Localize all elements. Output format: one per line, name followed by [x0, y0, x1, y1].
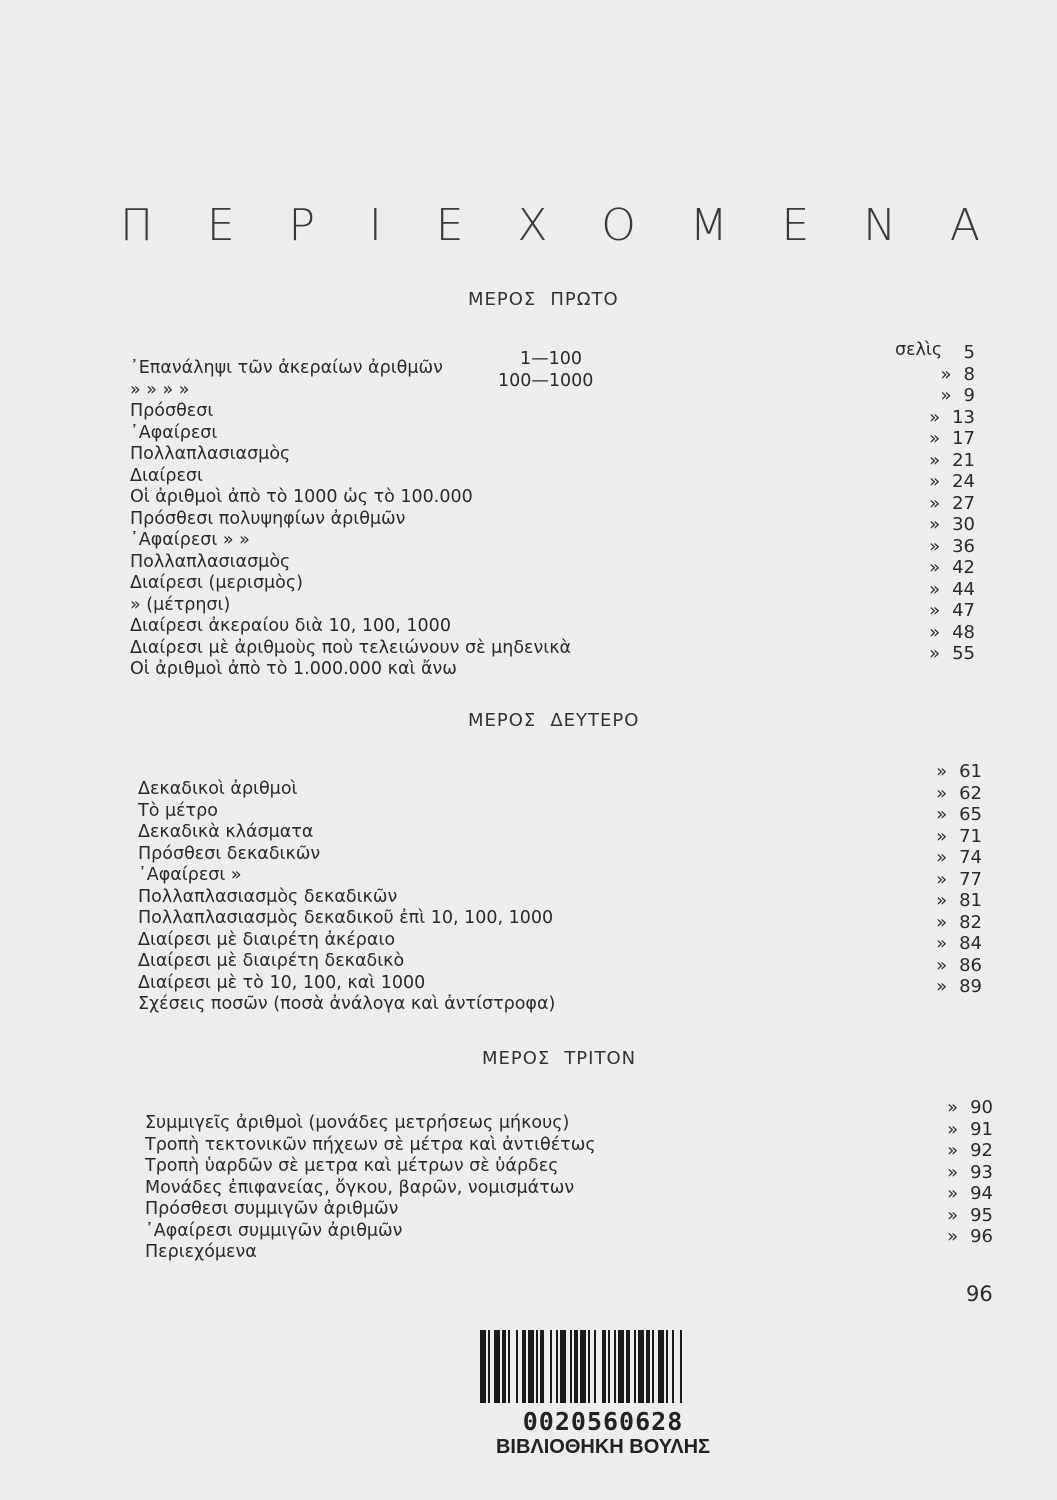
title-letter: Ε	[781, 200, 810, 251]
page-ref-number: 62	[959, 782, 982, 804]
part-two-word-b: ΔΕΥΤΕΡΟ	[550, 710, 640, 731]
toc-entry: ᾿Επανάληψι τῶν ἀκεραίων ἀριθμῶν	[130, 358, 443, 378]
page-ref	[929, 643, 975, 665]
page-ref	[936, 826, 982, 848]
toc-entry: Τὸ μέτρο	[138, 800, 218, 821]
page-ref-number: 13	[952, 406, 975, 428]
part-one-heading	[468, 289, 619, 310]
ditto-mark: »	[929, 492, 941, 514]
ditto-mark: »	[936, 868, 948, 890]
page-ref	[947, 1226, 993, 1248]
ditto-mark: »	[929, 557, 941, 578]
ditto-mark: »	[929, 406, 941, 428]
ditto-mark: »	[936, 911, 948, 933]
barcode-bar	[560, 1330, 566, 1403]
toc-entry: Δεκαδικοὶ ἀριθμοὶ	[138, 779, 298, 799]
page-ref	[929, 579, 975, 601]
page-ref-number: 48	[952, 621, 975, 643]
page-ref-number: 95	[970, 1204, 993, 1226]
page-ref-number: 90	[970, 1097, 993, 1118]
barcode-bar	[646, 1330, 650, 1403]
barcode-bar	[488, 1330, 490, 1403]
page-ref	[929, 428, 975, 450]
page-ref	[936, 847, 982, 869]
page-ref-number: 27	[952, 492, 975, 514]
page-ref-number: 30	[952, 514, 975, 535]
ditto-mark: »	[929, 428, 941, 449]
page-ref	[936, 912, 982, 934]
page-ref-number: 65	[959, 804, 982, 825]
barcode-bar	[540, 1330, 544, 1403]
range-1: 1—100	[520, 349, 583, 369]
toc-entry: Διαίρεσι μὲ διαιρέτη ἀκέραιο	[138, 929, 396, 950]
toc-entry: Οἱ ἀριθμοὶ ἀπὸ τὸ 1000 ὡς τὸ 100.000	[130, 487, 473, 507]
toc-entry: Μονάδες ἐπιφανείας, ὄγκου, βαρῶν, νομισμάτων	[145, 1177, 575, 1198]
page-ref	[929, 493, 975, 515]
page-ref	[936, 890, 982, 912]
toc-entry: Σχέσεις ποσῶν (ποσὰ ἀνάλογα καὶ ἀντίστροφα)	[138, 994, 556, 1014]
toc-entry: ᾿Αφαίρεσι » »	[130, 530, 250, 550]
ditto-mark: »	[947, 1183, 959, 1204]
title-letter: Ρ	[288, 200, 316, 251]
title-letter: Χ	[517, 200, 548, 251]
barcode-bar	[658, 1330, 664, 1403]
ditto-mark: »	[936, 804, 948, 825]
page-ref-number: 81	[959, 890, 982, 911]
page-ref-number: 84	[959, 933, 982, 954]
part-three-entries	[145, 1113, 596, 1264]
toc-entry: Διαίρεσι μὲ διαιρέτη δεκαδικὸ	[138, 951, 405, 971]
part-three-word-b: ΤΡΙΤΟΝ	[564, 1048, 637, 1069]
barcode-bar	[516, 1330, 518, 1403]
page-ref	[929, 536, 975, 558]
part-two-pages	[936, 761, 982, 998]
page-ref-number: 55	[952, 643, 975, 664]
ditto-mark: »	[936, 825, 948, 847]
page-ref-number: 36	[952, 535, 975, 557]
part-two-heading	[468, 710, 639, 731]
page-ref	[929, 407, 975, 429]
part-one-word-a: ΜΕΡΟΣ	[468, 289, 537, 310]
barcode-bar	[494, 1330, 500, 1403]
toc-entry: Πρόσθεσι	[130, 401, 214, 421]
barcode-bar	[666, 1330, 668, 1403]
page-ref-number: 44	[952, 578, 975, 600]
toc-entry: Διαίρεσι ἀκεραίου διὰ 10, 100, 1000	[130, 616, 451, 636]
title-letter: Π	[120, 200, 154, 251]
barcode-bar	[574, 1330, 578, 1403]
page-ref	[929, 514, 975, 536]
barcode-bar	[626, 1330, 630, 1403]
library-barcode	[478, 1330, 728, 1459]
barcode-bar	[638, 1330, 644, 1403]
toc-entry: » » » »	[130, 379, 190, 400]
page-ref-number: 71	[959, 825, 982, 847]
part-three-pages	[947, 1097, 993, 1248]
page-label: σελὶς	[895, 340, 943, 360]
toc-entry: Διαίρεσι (μερισμὸς)	[130, 573, 303, 593]
toc-entry: Πρόσθεσι πολυψηφίων ἀριθμῶν	[130, 508, 406, 529]
toc-entry: Οἱ ἀριθμοὶ ἀπὸ τὸ 1.000.000 καὶ ἄνω	[130, 659, 457, 679]
ditto-mark: »	[929, 535, 941, 557]
part-one-word-b: ΠΡΩΤΟ	[550, 289, 619, 310]
ditto-mark: »	[940, 385, 952, 406]
page-ref	[929, 471, 975, 493]
barcode-bar	[614, 1330, 616, 1403]
page-ref-number: 86	[959, 954, 982, 976]
ditto-mark: »	[929, 600, 941, 621]
title-letter: Ν	[863, 200, 897, 251]
page-ref-number: 9	[963, 385, 975, 406]
barcode-bar	[502, 1330, 506, 1403]
barcode-bar	[680, 1330, 682, 1403]
page-title	[120, 200, 980, 251]
toc-entry: ᾿Αφαίρεσι	[130, 422, 218, 443]
barcode-bar	[508, 1330, 510, 1403]
page-ref-number: 77	[959, 868, 982, 890]
page-ref	[936, 804, 982, 826]
page-ref	[947, 1205, 993, 1227]
page-ref-number: 21	[952, 449, 975, 471]
toc-entry: Συμμιγεῖς ἀριθμοὶ (μονάδες μετρήσεως μήκους)	[145, 1113, 570, 1133]
title-letter: Ο	[601, 200, 636, 251]
toc-entry: Τροπὴ τεκτονικῶν πήχεων σὲ μέτρα καὶ ἀντιθέτως	[145, 1134, 596, 1155]
part-two-word-a: ΜΕΡΟΣ	[468, 710, 537, 731]
barcode-bar	[522, 1330, 526, 1403]
barcode-bar	[480, 1330, 486, 1403]
barcode-bar	[528, 1330, 534, 1403]
toc-entry: Διαίρεσι μὲ ἀριθμοὺς ποὺ τελειώνουν σὲ μηδενικὰ	[130, 637, 572, 658]
ditto-mark: »	[936, 761, 948, 782]
barcode-bar	[536, 1330, 538, 1403]
barcode-bar	[602, 1330, 606, 1403]
page-ref	[936, 869, 982, 891]
page-ref-number: 74	[959, 847, 982, 868]
part-three-heading	[482, 1048, 636, 1069]
ditto-mark: »	[947, 1097, 959, 1118]
ditto-mark: »	[947, 1140, 959, 1161]
toc-entry: Περιεχόμενα	[145, 1242, 257, 1262]
barcode-bar	[550, 1330, 552, 1403]
page-ref-number: 91	[970, 1118, 993, 1140]
barcode-bar	[634, 1330, 636, 1403]
title-letter: Ε	[206, 200, 235, 251]
ditto-mark: »	[936, 976, 948, 997]
page-ref	[936, 976, 982, 998]
part-one-pages	[929, 342, 975, 665]
toc-entry: » (μέτρησι)	[130, 594, 231, 615]
toc-entry: Πρόσθεσι δεκαδικῶν	[138, 843, 321, 864]
page-ref-number: 82	[959, 911, 982, 933]
ditto-mark: »	[929, 471, 941, 492]
library-name: ΒΙΒΛΙΟΘΗΚΗ ΒΟΥΛΗΣ	[495, 1436, 711, 1458]
toc-entry: Δεκαδικὰ κλάσματα	[138, 822, 314, 842]
page-ref-number: 42	[952, 557, 975, 578]
toc-entry: Διαίρεσι	[130, 465, 203, 486]
ditto-mark: »	[929, 514, 941, 535]
ditto-mark: »	[929, 621, 941, 643]
ditto-mark: »	[947, 1161, 959, 1183]
ditto-mark: »	[936, 954, 948, 976]
title-letter: Μ	[689, 200, 728, 251]
page-ref-number: 47	[952, 600, 975, 621]
ditto-mark: »	[947, 1226, 959, 1247]
toc-entry: Πολλαπλασιασμὸς δεκαδικῶν	[138, 886, 398, 907]
part-three-word-a: ΜΕΡΟΣ	[482, 1048, 551, 1069]
barcode-bar	[570, 1330, 572, 1403]
page-ref-number: 17	[952, 428, 975, 449]
ditto-mark: »	[947, 1204, 959, 1226]
page-ref	[929, 622, 975, 644]
page-ref	[929, 364, 975, 386]
page-ref	[947, 1119, 993, 1141]
page-number: 96	[966, 1282, 993, 1306]
part-two-entries	[138, 779, 555, 1016]
page-ref	[936, 761, 982, 783]
page-ref-number: 93	[970, 1161, 993, 1183]
barcode-bar	[588, 1330, 590, 1403]
barcode-icon	[478, 1330, 728, 1405]
page-ref-number: 24	[952, 471, 975, 492]
page-ref-number: 89	[959, 976, 982, 997]
ditto-mark: »	[929, 449, 941, 471]
toc-entry: Πρόσθεσι συμμιγῶν ἀριθμῶν	[145, 1199, 399, 1219]
page-ref	[947, 1183, 993, 1205]
part-one-entries	[130, 358, 571, 681]
page-ref	[936, 933, 982, 955]
ditto-mark: »	[940, 363, 952, 385]
ditto-mark: »	[929, 643, 941, 664]
page-ref-number: 94	[970, 1183, 993, 1204]
page-ref	[929, 450, 975, 472]
ditto-mark: »	[947, 1118, 959, 1140]
barcode-bar	[672, 1330, 674, 1403]
barcode-bar	[608, 1330, 610, 1403]
toc-entry: Τροπὴ ὑαρδῶν σὲ μετρα καὶ μέτρων σὲ ὑάρδες	[145, 1156, 559, 1176]
toc-entry: Πολλαπλασιασμὸς	[130, 551, 291, 572]
ditto-mark: »	[929, 578, 941, 600]
ditto-mark: »	[936, 933, 948, 954]
toc-entry: ᾿Αφαίρεσι »	[138, 865, 242, 885]
page-ref-number: 61	[959, 761, 982, 782]
barcode-bar	[580, 1330, 586, 1403]
toc-entry: ᾿Αφαίρεσι συμμιγῶν ἀριθμῶν	[145, 1220, 403, 1241]
title-letter: Ι	[368, 200, 382, 251]
toc-entry: Πολλαπλασιασμὸς	[130, 444, 291, 464]
page-ref-number: 8	[963, 363, 975, 385]
barcode-bar	[594, 1330, 596, 1403]
toc-entry: Πολλαπλασιασμὸς δεκαδικοῦ ἐπὶ 10, 100, 1000	[138, 908, 554, 928]
page-ref	[929, 600, 975, 622]
page-ref-number: 92	[970, 1140, 993, 1161]
page-ref	[936, 783, 982, 805]
barcode-number: 0020560628	[522, 1407, 684, 1436]
barcode-bar	[618, 1330, 624, 1403]
page-ref	[936, 955, 982, 977]
page-ref	[929, 342, 975, 364]
toc-entry: Διαίρεσι μὲ τὸ 10, 100, καὶ 1000	[138, 972, 426, 993]
page-ref	[929, 385, 975, 407]
page-ref-number: 96	[970, 1226, 993, 1247]
page-ref	[947, 1097, 993, 1119]
ditto-mark: »	[936, 890, 948, 911]
barcode-bar	[652, 1330, 654, 1403]
page-ref-number: 5	[963, 342, 975, 363]
barcode-bar	[556, 1330, 558, 1403]
page-ref	[947, 1162, 993, 1184]
ditto-mark: »	[936, 782, 948, 804]
page-ref	[929, 557, 975, 579]
ditto-mark: »	[936, 847, 948, 868]
title-letter: Ε	[435, 200, 464, 251]
range-2: 100—1000	[498, 371, 594, 391]
page-ref	[947, 1140, 993, 1162]
title-letter: Α	[949, 200, 980, 251]
